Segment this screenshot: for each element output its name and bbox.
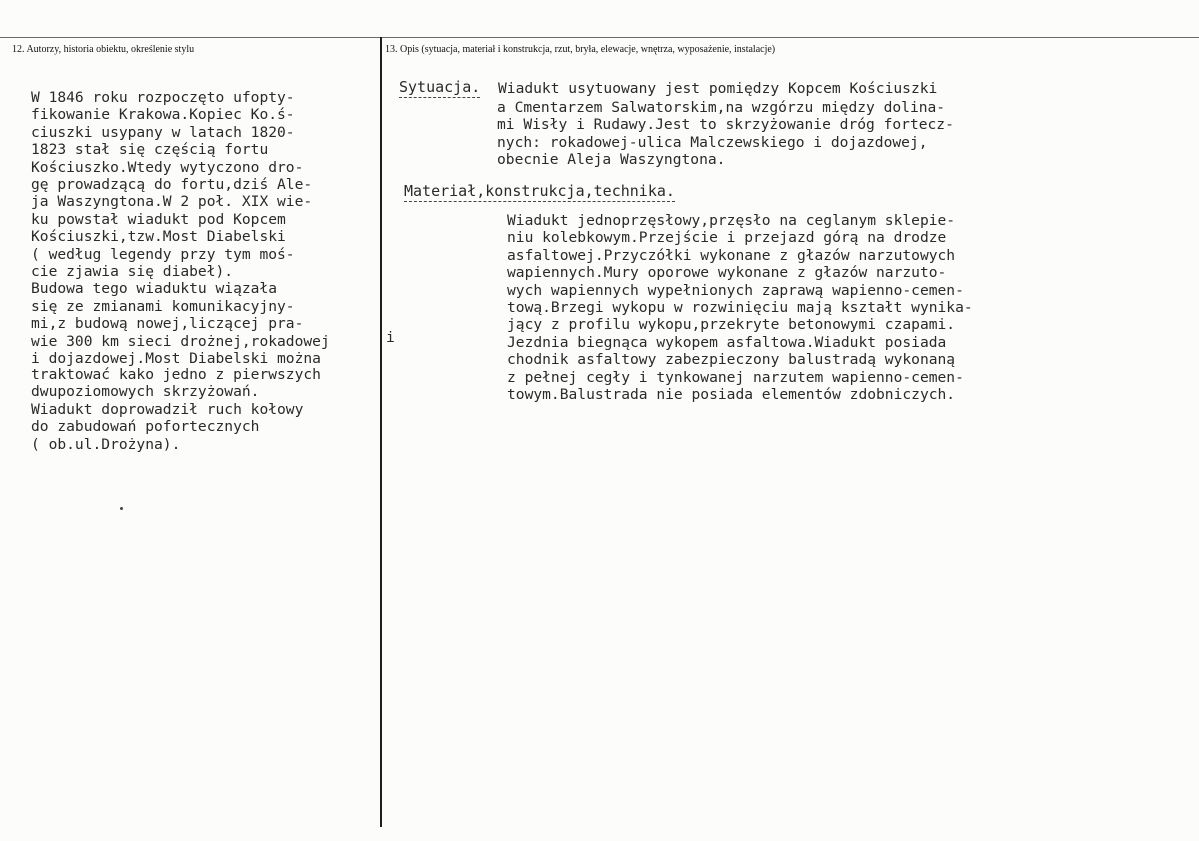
column-divider [380,37,382,827]
history-text-continuation: traktować kako jedno z pierwszych dwupoziomowych skrzyżowań. Wiadukt doprowadził ruch kołowy do zabudowań pofortecznych ( ob.ul.Drożyna). [31,366,321,453]
situation-text: a Cmentarzem Salwatorskim,na wzgórzu między dolina- mi Wisły i Rudawy.Jest to skrzyżowanie dróg fortecz- nych: rokadowej-ulica Malczewskiego i dojazdowej, obecnie Aleja Waszyngtona. [497,99,954,169]
situation-heading: Sytuacja. [399,78,481,96]
header-divider [0,37,1199,38]
section-13-heading: 13. Opis (sytuacja, materiał i konstrukcja, rzut, bryła, elewacje, wnętrza, wyposażenie, instalacje) [385,44,776,55]
ink-speck [120,507,123,510]
material-heading: Materiał,konstrukcja,technika. [404,182,675,200]
margin-mark: i [386,329,395,346]
situation-first-line: Wiadukt usytuowany jest pomiędzy Kopcem Kościuszki [498,80,938,97]
material-text: Wiadukt jednoprzęsłowy,przęsło na ceglanym sklepie- niu kolebkowym.Przejście i przejazd górą na drodze asfaltowej.Przyczółki wykonane z głazów narzutowych wapiennych.Mury oporowe wykonane z głazów narzuto- wych wapiennych wypełnionych zaprawą wapienno-cemen- tową.Brzegi wykopu w rozwinięciu mają kształt wynika- jący z profilu wykopu,przekryte betonowymi czapami. Jezdnia biegnąca wykopem asfaltowa.Wiadukt posiada chodnik asfaltowy zabezpieczony balustradą wykonaną z pełnej cegły i tynkowanej narzutem wapienno-cemen- towym.Balustrada nie posiada elementów zdobniczych. [507,212,973,404]
history-text: W 1846 roku rozpoczęto ufорty- fikowanie Krakowa.Kopiec Ko.ś- ciuszki usypany w latach 1820- 1823 stał się częścią fortu Kościuszko.Wtedy wytyczono dro- gę prowadzącą do fortu,dziś Ale- ja Waszyngtona.W 2 poł. XIX wie- ku powstał wiadukt pod Kopcem Kościuszki,tzw.Most Diabelski ( według legendy przy tym moś- cie zjawia się diabeł). Budowa tego wiaduktu wiązała się ze zmianami komunikacyjny- mi,z budową nowej,liczącej pra- wie 300 km sieci drożnej,rokadowej i dojazdowej.Most Diabelski można [31,89,330,368]
section-12-heading: 12. Autorzy, historia obiektu, określenie stylu [12,44,195,55]
